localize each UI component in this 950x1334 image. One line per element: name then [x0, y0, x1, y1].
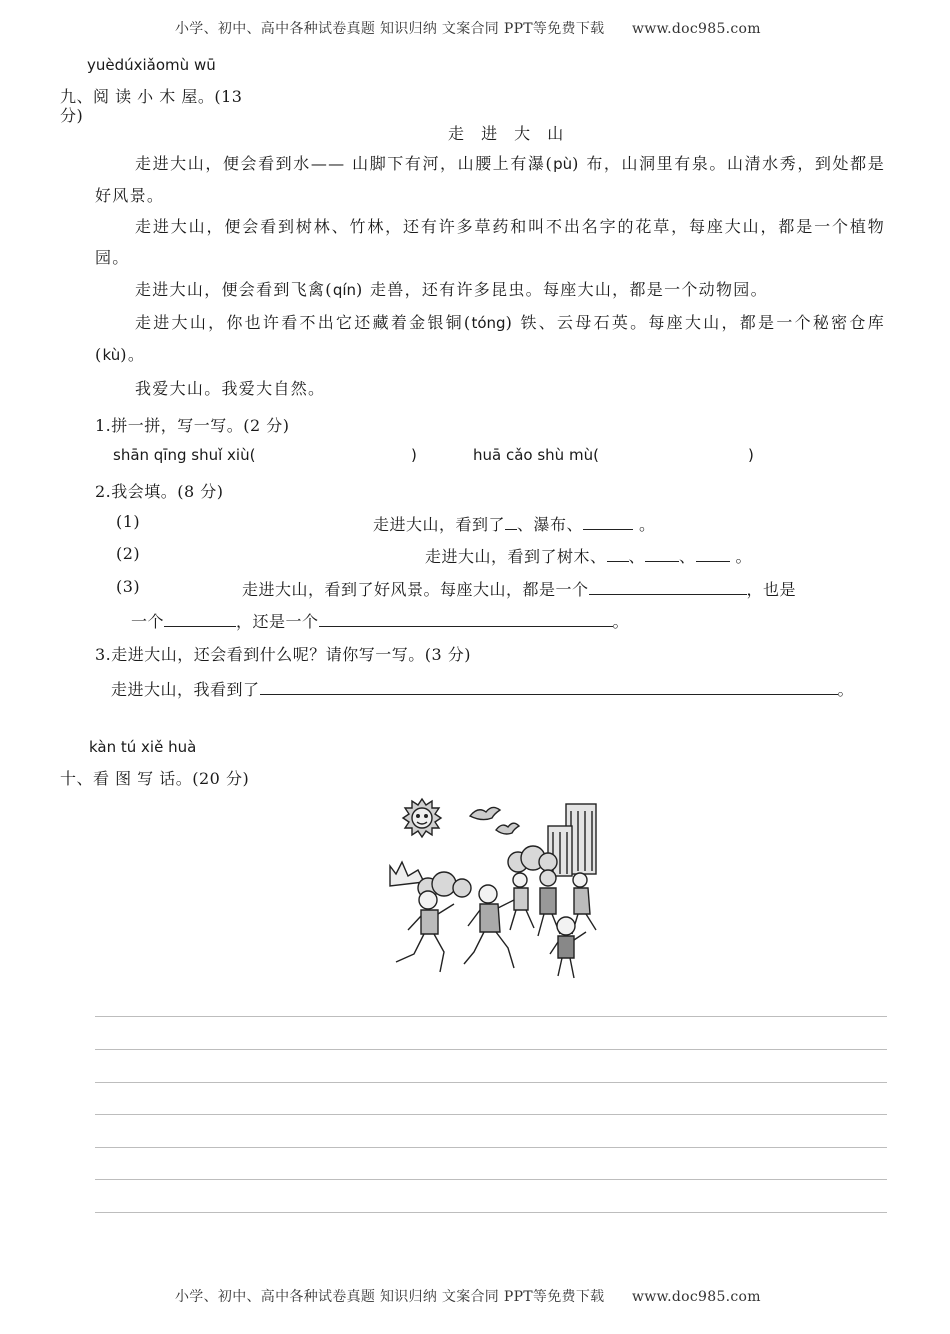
- question-2-label: 2.我会填。(8 分): [95, 482, 224, 501]
- writing-line[interactable]: [95, 1147, 887, 1148]
- q2-item-2-num: (2): [116, 544, 141, 563]
- section10-heading: 十、看 图 写 话。(20 分): [60, 769, 250, 788]
- fill-blank[interactable]: [696, 546, 730, 562]
- page-footer: [175, 1286, 761, 1306]
- fill-blank[interactable]: [505, 514, 517, 530]
- fill-blank[interactable]: [589, 579, 747, 595]
- q1-answer-a[interactable]: ): [411, 446, 417, 464]
- writing-line[interactable]: [95, 1212, 887, 1213]
- header-site: www.doc985.com: [631, 21, 761, 37]
- q2-item-3-num: (3): [116, 577, 141, 596]
- q3-answer: 走进大山，我看到了 。: [111, 680, 855, 699]
- runner-old-man-icon: [396, 891, 454, 972]
- passage-paragraph: 走进大山，便会看到飞禽(qín) 走兽，还有许多昆虫。每座大山，都是一个动物园。: [135, 280, 768, 299]
- q2-item-2: 走进大山，看到了树木、 、 、 。: [425, 547, 753, 566]
- fill-blank[interactable]: [583, 514, 633, 530]
- section9-heading: 九、阅 读 小 木 屋。(13: [60, 87, 243, 106]
- fill-blank[interactable]: [607, 546, 629, 562]
- runner-group-icon: [510, 870, 596, 936]
- writing-line[interactable]: [95, 1114, 887, 1115]
- writing-line[interactable]: [95, 1179, 887, 1180]
- writing-line[interactable]: [95, 1049, 887, 1050]
- footer-site: www.doc985.com: [631, 1289, 761, 1305]
- writing-line[interactable]: [95, 1082, 887, 1083]
- header-text: 小学、初中、高中各种试卷真题 知识归纳 文案合同 PPT等免费下载: [175, 21, 605, 37]
- page-header: [175, 18, 761, 38]
- question-1-label: 1.拼一拼，写一写。(2 分): [95, 416, 290, 435]
- q1-answer-b[interactable]: ): [748, 446, 754, 464]
- passage-paragraph: 走进大山，你也许看不出它还藏着金银铜(tóng) 铁、云母石英。每座大山，都是一个秘密仓库(kù)。: [95, 313, 885, 364]
- answer-line[interactable]: [260, 679, 838, 695]
- q2-item-1-num: (1): [116, 512, 141, 531]
- section9-heading-cont: 分): [60, 106, 84, 125]
- q1-pinyin-b: huā cǎo shù mù(: [473, 446, 599, 464]
- passage-title: 走 进 大 山: [448, 124, 570, 143]
- q2-item-3: 走进大山，看到了好风景。每座大山，都是一个 ，也是: [242, 580, 797, 599]
- fill-blank[interactable]: [319, 611, 613, 627]
- section9-pinyin: yuèdúxiǎomù wū: [87, 56, 216, 74]
- section10-pinyin: kàn tú xiě huà: [89, 738, 197, 756]
- q2-item-1: 走进大山，看到了 、瀑布、 。: [373, 515, 656, 534]
- q2-item-3-cont: 一个 ，还是一个 。: [131, 612, 630, 631]
- fill-blank[interactable]: [164, 611, 236, 627]
- runner-man-icon: [464, 885, 514, 968]
- passage-paragraph: 走进大山，便会看到树林、竹林，还有许多草药和叫不出名字的花草，每座大山，都是一个植物园。: [95, 217, 885, 267]
- sun-icon: [403, 799, 441, 837]
- writing-line[interactable]: [95, 1016, 887, 1017]
- runner-boy-icon: [550, 917, 586, 978]
- question-3-label: 3.走进大山，还会看到什么呢？请你写一写。(3 分): [95, 645, 472, 664]
- fill-blank[interactable]: [645, 546, 679, 562]
- passage-paragraph: 我爱大山。我爱大自然。: [135, 379, 326, 398]
- running-people-illustration: [388, 796, 604, 986]
- birds-icon: [470, 807, 519, 834]
- footer-text: 小学、初中、高中各种试卷真题 知识归纳 文案合同 PPT等免费下载: [175, 1289, 605, 1305]
- q1-pinyin-a: shān qīng shuǐ xiù(: [113, 446, 256, 464]
- passage-paragraph: 走进大山，便会看到水—— 山脚下有河，山腰上有瀑(pù) 布，山洞里有泉。山清水秀，到处都是好风景。: [95, 154, 885, 205]
